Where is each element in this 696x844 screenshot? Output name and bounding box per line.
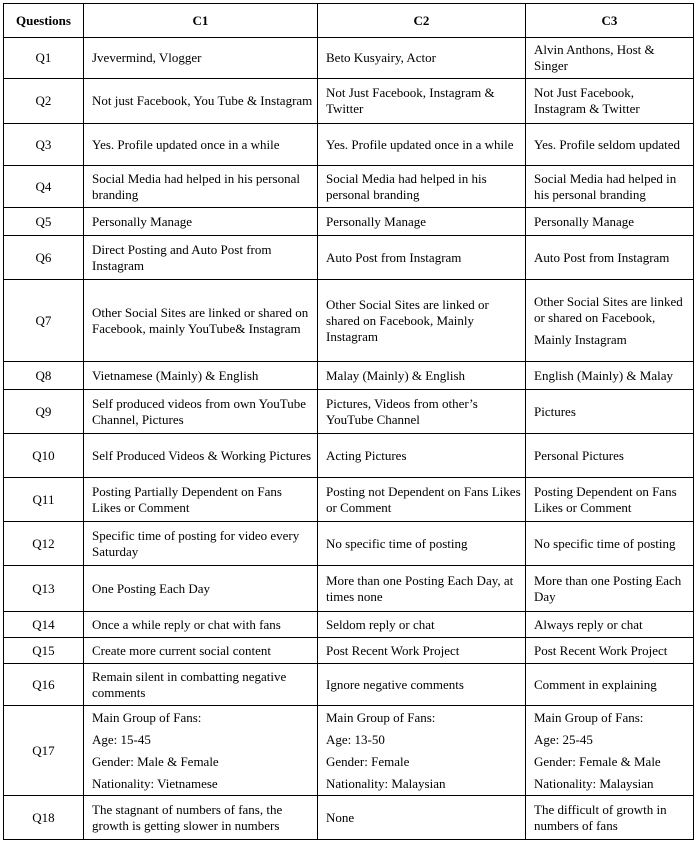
table-row xyxy=(4,236,694,280)
answer-text: Other Social Sites are linked or shared on Facebook, xyxy=(534,293,683,325)
table-row xyxy=(4,79,694,124)
question-cell: Q15 xyxy=(4,638,84,664)
table-row xyxy=(4,434,694,478)
answer-text: Main Group of Fans: xyxy=(326,709,436,725)
question-cell: Q6 xyxy=(4,236,84,280)
answer-cell-c1 xyxy=(84,208,318,236)
answer-cell-c1 xyxy=(84,38,318,79)
answer-text: Pictures xyxy=(534,403,576,419)
answer-cell-c3 xyxy=(526,280,694,362)
answer-text: Nationality: Vietnamese xyxy=(92,775,218,791)
answer-cell-c2 xyxy=(318,390,526,434)
answer-cell-c2 xyxy=(318,612,526,638)
answer-text: Vietnamese (Mainly) & English xyxy=(92,367,259,383)
comparison-table xyxy=(3,3,694,840)
answer-text: Beto Kusyairy, Actor xyxy=(326,50,436,65)
answer-cell-c3 xyxy=(526,390,694,434)
answer-text: Nationality: Malaysian xyxy=(534,775,654,791)
table-row xyxy=(4,362,694,390)
answer-text: Not just Facebook, You Tube & Instagram xyxy=(92,93,313,108)
answer-cell-c1 xyxy=(84,166,318,208)
question-cell: Q8 xyxy=(4,362,84,390)
answer-text: Malay (Mainly) & English xyxy=(326,367,466,383)
table-row xyxy=(4,208,694,236)
answer-text: Auto Post from Instagram xyxy=(326,249,462,265)
question-cell: Q9 xyxy=(4,390,84,434)
header-questions: Questions xyxy=(4,4,84,38)
answer-text: Ignore negative comments xyxy=(326,676,464,692)
answer-text: Specific time of posting for video every Saturday xyxy=(92,527,300,559)
answer-text: Direct Posting and Auto Post from Instagram xyxy=(92,241,272,273)
question-cell: Q14 xyxy=(4,612,84,638)
question-cell: Q4 xyxy=(4,166,84,208)
header-c3: C3 xyxy=(526,4,694,38)
answer-text: Auto Post from Instagram xyxy=(534,249,670,265)
answer-cell-c1 xyxy=(84,280,318,362)
answer-text: Once a while reply or chat with fans xyxy=(92,616,281,632)
answer-cell-c1 xyxy=(84,434,318,478)
answer-text: Yes. Profile updated once in a while xyxy=(326,136,514,152)
table-row xyxy=(4,166,694,208)
answer-cell-c2 xyxy=(318,638,526,664)
answer-text: Other Social Sites are linked or shared on Facebook, mainly YouTube& Instagram xyxy=(92,304,309,336)
answer-text: No specific time of posting xyxy=(534,535,676,551)
question-cell: Q3 xyxy=(4,124,84,166)
answer-cell-c2 xyxy=(318,280,526,362)
answer-cell-c2 xyxy=(318,79,526,124)
answer-text: Not Just Facebook, Instagram & Twitter xyxy=(326,85,495,116)
question-cell: Q16 xyxy=(4,664,84,706)
header-c2: C2 xyxy=(318,4,526,38)
question-cell: Q1 xyxy=(4,38,84,79)
answer-text: One Posting Each Day xyxy=(92,580,211,596)
answer-cell-c3 xyxy=(526,236,694,280)
answer-text: Age: 15-45 xyxy=(92,731,151,747)
question-cell: Q10 xyxy=(4,434,84,478)
table-row xyxy=(4,390,694,434)
answer-cell-c2 xyxy=(318,208,526,236)
answer-cell-c3 xyxy=(526,434,694,478)
answer-text: Gender: Female xyxy=(326,753,410,769)
answer-text: Always reply or chat xyxy=(534,616,643,632)
answer-text: Posting Partially Dependent on Fans Likes or Comment xyxy=(92,483,282,515)
answer-cell-c1 xyxy=(84,124,318,166)
table-row xyxy=(4,124,694,166)
question-cell: Q18 xyxy=(4,796,84,840)
question-cell: Q7 xyxy=(4,280,84,362)
answer-text: Post Recent Work Project xyxy=(534,642,668,658)
answer-text: Personally Manage xyxy=(534,213,635,229)
answer-cell-c2 xyxy=(318,664,526,706)
answer-text: Posting Dependent on Fans Likes or Comment xyxy=(534,483,677,515)
answer-text: Nationality: Malaysian xyxy=(326,775,446,791)
answer-text: Main Group of Fans: xyxy=(534,709,644,725)
answer-cell-c3 xyxy=(526,566,694,612)
answer-cell-c2 xyxy=(318,566,526,612)
table-row xyxy=(4,522,694,566)
answer-cell-c1 xyxy=(84,796,318,840)
answer-cell-c3 xyxy=(526,362,694,390)
header-row xyxy=(4,4,694,38)
answer-cell-c1 xyxy=(84,612,318,638)
answer-text: Posting not Dependent on Fans Likes or Comment xyxy=(326,483,521,515)
answer-text: Comment in explaining xyxy=(534,676,657,692)
answer-text: Personal Pictures xyxy=(534,447,624,463)
answer-text: Mainly Instagram xyxy=(534,331,627,347)
question-cell: Q12 xyxy=(4,522,84,566)
answer-text: The stagnant of numbers of fans, the growth is getting slower in numbers xyxy=(92,801,283,833)
table-row xyxy=(4,612,694,638)
answer-cell-c3 xyxy=(526,664,694,706)
answer-cell-c3 xyxy=(526,796,694,840)
answer-cell-c2 xyxy=(318,478,526,522)
answer-text: Yes. Profile updated once in a while xyxy=(92,136,280,152)
answer-text: More than one Posting Each Day, at times none xyxy=(326,572,514,604)
answer-text: The difficult of growth in numbers of fans xyxy=(534,801,667,833)
table-row xyxy=(4,478,694,522)
answer-text: Acting Pictures xyxy=(326,447,407,463)
table-row xyxy=(4,566,694,612)
answer-cell-c2 xyxy=(318,124,526,166)
table-row xyxy=(4,280,694,362)
header-c1: C1 xyxy=(84,4,318,38)
answer-text: Pictures, Videos from other’s YouTube Channel xyxy=(326,395,478,427)
answer-text: Age: 25-45 xyxy=(534,731,593,747)
table-row xyxy=(4,796,694,840)
table-body xyxy=(4,38,694,840)
answer-text: Other Social Sites are linked or shared on Facebook, Mainly Instagram xyxy=(326,296,489,344)
answer-text: Gender: Male & Female xyxy=(92,753,219,769)
answer-cell-c1 xyxy=(84,478,318,522)
answer-cell-c3 xyxy=(526,638,694,664)
answer-cell-c1 xyxy=(84,390,318,434)
answer-text: Seldom reply or chat xyxy=(326,616,435,632)
question-cell: Q5 xyxy=(4,208,84,236)
answer-text: Jvevermind, Vlogger xyxy=(92,50,202,65)
answer-cell-c1 xyxy=(84,566,318,612)
answer-cell-c3 xyxy=(526,38,694,79)
answer-text: Create more current social content xyxy=(92,642,272,658)
answer-cell-c2 xyxy=(318,522,526,566)
answer-text: None xyxy=(326,809,355,825)
answer-cell-c3 xyxy=(526,478,694,522)
answer-text: Not Just Facebook, Instagram & Twitter xyxy=(534,85,640,116)
answer-cell-c2 xyxy=(318,796,526,840)
answer-cell-c1 xyxy=(84,706,318,796)
answer-cell-c2 xyxy=(318,236,526,280)
answer-text: No specific time of posting xyxy=(326,535,468,551)
answer-text: More than one Posting Each Day xyxy=(534,572,682,604)
answer-text: Self Produced Videos & Working Pictures xyxy=(92,447,312,463)
answer-text: Social Media had helped in his personal branding xyxy=(326,170,487,202)
table-row xyxy=(4,664,694,706)
answer-text: Remain silent in combatting negative comments xyxy=(92,668,287,700)
answer-text: Gender: Female & Male xyxy=(534,753,661,769)
answer-text: Social Media had helped in his personal branding xyxy=(534,170,677,202)
question-cell: Q13 xyxy=(4,566,84,612)
answer-cell-c1 xyxy=(84,522,318,566)
answer-text: Yes. Profile seldom updated xyxy=(534,136,681,152)
answer-text: Self produced videos from own YouTube Channel, Pictures xyxy=(92,395,307,427)
question-cell: Q17 xyxy=(4,706,84,796)
answer-text: Age: 13-50 xyxy=(326,731,385,747)
answer-cell-c2 xyxy=(318,434,526,478)
answer-text: Alvin Anthons, Host & Singer xyxy=(534,42,655,73)
answer-cell-c3 xyxy=(526,208,694,236)
answer-text: English (Mainly) & Malay xyxy=(534,367,674,383)
answer-text: Post Recent Work Project xyxy=(326,642,460,658)
table-row xyxy=(4,706,694,796)
answer-cell-c2 xyxy=(318,166,526,208)
answer-cell-c3 xyxy=(526,706,694,796)
answer-cell-c2 xyxy=(318,362,526,390)
table-row xyxy=(4,638,694,664)
question-cell: Q11 xyxy=(4,478,84,522)
answer-cell-c3 xyxy=(526,124,694,166)
answer-cell-c2 xyxy=(318,706,526,796)
answer-cell-c3 xyxy=(526,166,694,208)
answer-cell-c2 xyxy=(318,38,526,79)
answer-cell-c1 xyxy=(84,236,318,280)
answer-cell-c1 xyxy=(84,638,318,664)
answer-cell-c1 xyxy=(84,362,318,390)
answer-cell-c1 xyxy=(84,664,318,706)
answer-text: Personally Manage xyxy=(326,213,427,229)
question-cell: Q2 xyxy=(4,79,84,124)
answer-text: Main Group of Fans: xyxy=(92,709,202,725)
table-row xyxy=(4,38,694,79)
answer-cell-c3 xyxy=(526,522,694,566)
answer-text: Personally Manage xyxy=(92,213,193,229)
answer-cell-c3 xyxy=(526,79,694,124)
answer-cell-c1 xyxy=(84,79,318,124)
answer-text: Social Media had helped in his personal branding xyxy=(92,170,300,202)
answer-cell-c3 xyxy=(526,612,694,638)
